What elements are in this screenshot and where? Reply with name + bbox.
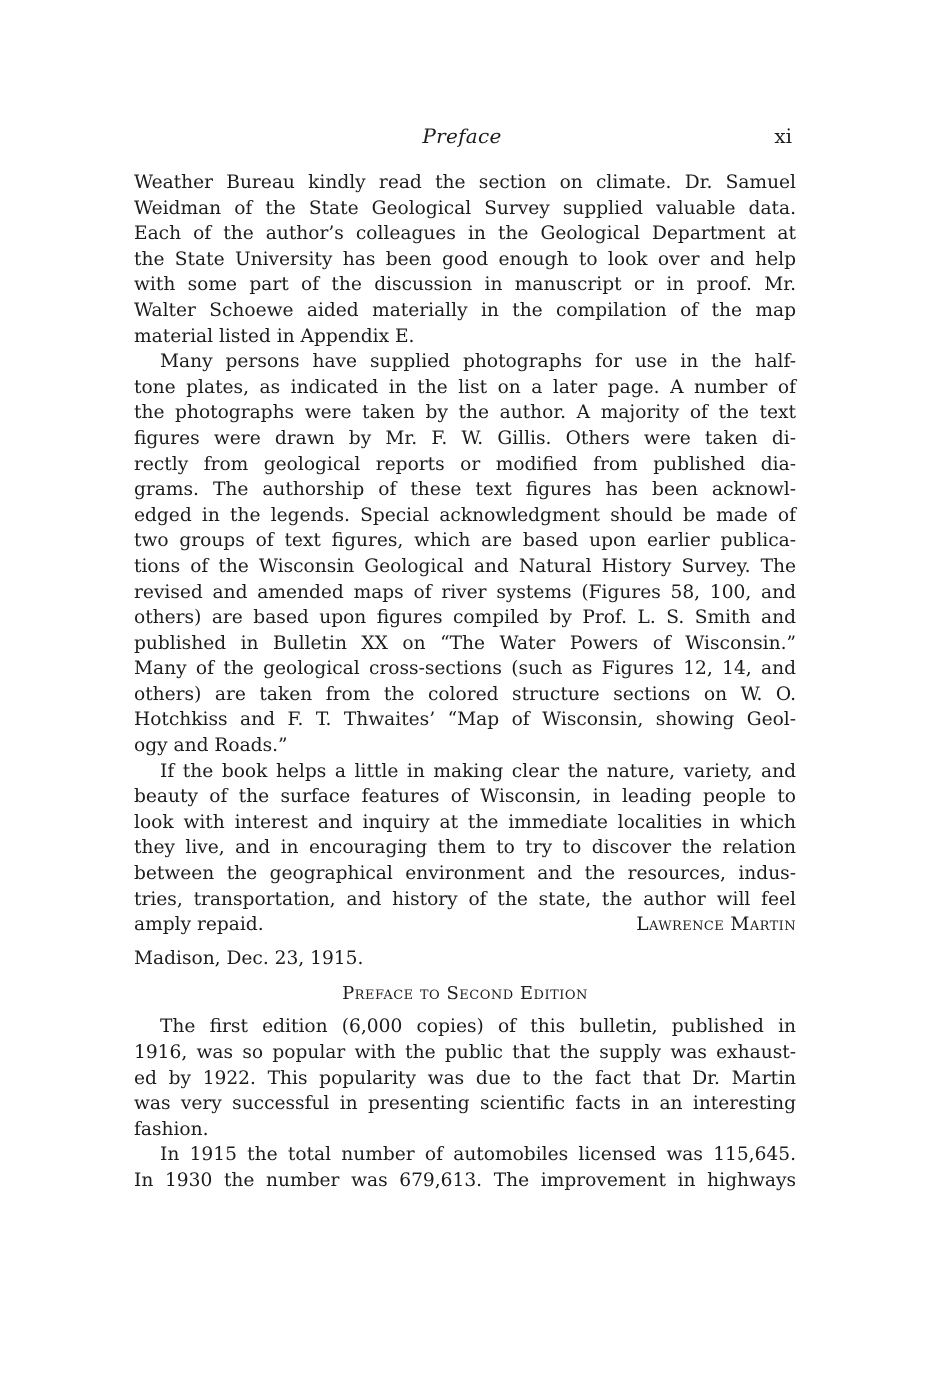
text-line: ed by 1922. This popularity was due to the fact that Dr. Martin: [134, 1067, 796, 1089]
section-heading: Preface to Second Edition: [342, 983, 588, 1005]
text-line: the photographs were taken by the author. A majority of the text: [134, 402, 796, 424]
text-line: with some part of the discussion in manuscript or in proof. Mr.: [134, 274, 796, 296]
text-line: figures were drawn by Mr. F. W. Gillis. Others were taken di-: [134, 427, 796, 449]
running-head: [132, 124, 792, 154]
text-line: rectly from geological reports or modified from published dia-: [134, 453, 796, 475]
body-text: [134, 170, 796, 1194]
page-number: xi: [774, 124, 792, 148]
paragraph-first-edition: [134, 1014, 796, 1142]
text-line: ogy and Roads.”: [134, 735, 288, 757]
text-line: between the geographical environment and the resources, indus-: [134, 863, 796, 885]
text-line: Walter Schoewe aided materially in the compilation of the map: [134, 299, 796, 321]
text-line: they live, and in encouraging them to try to discover the relation: [134, 837, 796, 859]
paragraph-photographs: [134, 349, 796, 759]
text-line: Weidman of the State Geological Survey supplied valuable data.: [134, 197, 796, 219]
text-line: tions of the Wisconsin Geological and Natural History Survey. The: [134, 555, 796, 577]
text-line: fashion.: [134, 1118, 209, 1140]
text-line: In 1930 the number was 679,613. The improvement in highways: [134, 1169, 796, 1191]
text-line: the State University has been good enough to look over and help: [134, 248, 796, 270]
text-line: The first edition (6,000 copies) of this bulletin, published in: [160, 1016, 796, 1038]
text-line: others) are taken from the colored structure sections on W. O.: [134, 683, 796, 705]
paragraph-continued: [134, 170, 796, 349]
text-line: revised and amended maps of river systems (Figures 58, 100, and: [134, 581, 796, 603]
running-title: Preface: [422, 124, 502, 148]
signature-line: [134, 912, 796, 938]
text-line: look with interest and inquiry at the immediate localities in which: [134, 811, 796, 833]
text-line: was very successful in presenting scientific facts in an interesting: [134, 1093, 796, 1115]
text-line: beauty of the surface features of Wisconsin, in leading people to: [134, 786, 796, 808]
text-line: 1916, was so popular with the public that the supply was exhaust-: [134, 1042, 796, 1063]
text-line: edged in the legends. Special acknowledgment should be made of: [134, 504, 796, 526]
dateline: Madison, Dec. 23, 1915.: [134, 947, 364, 969]
text-line: published in Bulletin XX on “The Water Powers of Wisconsin.”: [134, 632, 796, 654]
text-line: Many persons have supplied photographs for use in the half-: [160, 351, 796, 373]
paragraph-automobiles: [134, 1142, 796, 1193]
text-line: Hotchkiss and F. T. Thwaites’ “Map of Wisconsin, showing Geol-: [134, 709, 796, 731]
text-line: two groups of text figures, which are based upon earlier publica-: [134, 530, 796, 552]
text-line: tone plates, as indicated in the list on a later page. A number of: [134, 376, 796, 398]
text-line: Many of the geological cross-sections (such as Figures 12, 14, and: [134, 658, 796, 680]
author-signature: Lawrence Martin: [636, 914, 796, 936]
text-line: material listed in Appendix E.: [134, 325, 415, 347]
text-line: In 1915 the total number of automobiles licensed was 115,645.: [160, 1144, 796, 1166]
text-line: Weather Bureau kindly read the section on climate. Dr. Samuel: [134, 172, 796, 193]
text-line: amply repaid.: [134, 914, 264, 936]
text-line: Each of the author’s colleagues in the Geological Department at: [134, 223, 796, 245]
text-line: grams. The authorship of these text figures has been acknowl-: [134, 479, 796, 501]
paragraph-closing: [134, 759, 796, 938]
text-line: tries, transportation, and history of the state, the author will feel: [134, 888, 796, 910]
text-line: If the book helps a little in making clear the nature, variety, and: [160, 760, 796, 782]
text-line: others) are based upon figures compiled by Prof. L. S. Smith and: [134, 607, 796, 629]
